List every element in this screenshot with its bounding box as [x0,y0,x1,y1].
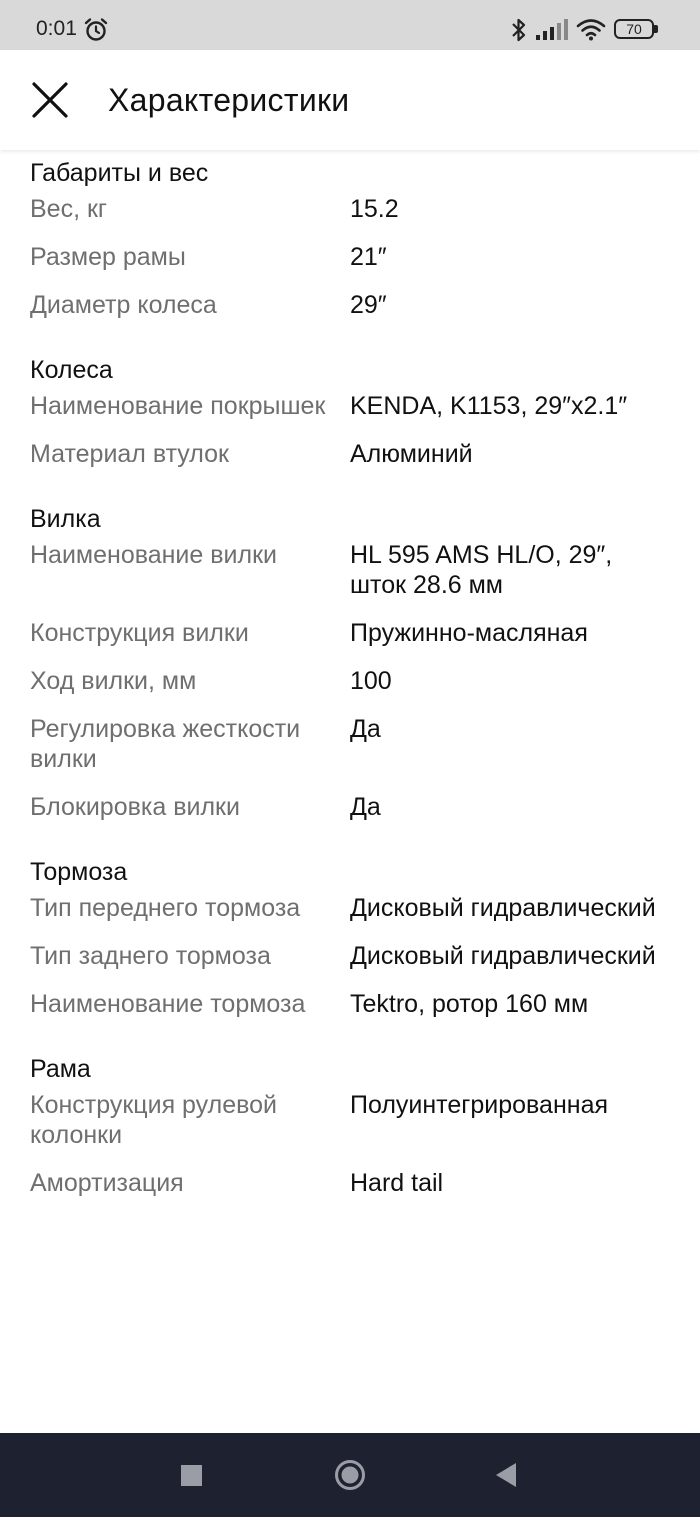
spec-label: Тип переднего тормоза [30,894,301,922]
signal-icon [536,19,568,41]
close-icon [26,76,74,124]
spec-row [30,439,670,469]
spec-value: Дисковый гидравлический [350,894,656,922]
status-time: 0:01 [36,17,77,40]
battery-indicator: 70 [614,19,654,39]
spec-label: Амортизация [30,1169,184,1197]
section-title: Колеса [30,356,113,384]
spec-row [30,893,670,923]
spec-value: Hard tail [350,1169,444,1197]
spec-label: Размер рамы [30,243,186,271]
system-nav-bar [0,1433,700,1517]
spec-row [30,792,670,822]
spec-row [30,666,670,696]
app-bar [0,50,700,150]
spec-value: Да [350,793,381,821]
spec-value: Да [350,715,381,743]
spec-label: Конструкция рулевой колонки [30,1091,277,1149]
section-brakes [0,857,700,1019]
spec-row [30,194,670,224]
status-bar [0,0,700,50]
spec-value: Пружинно-масляная [350,619,588,647]
spec-label: Наименование вилки [30,541,277,569]
section-fork [0,504,700,822]
spec-value: Tektro, ротор 160 мм [350,990,589,1018]
spec-label: Ход вилки, мм [30,667,197,695]
spec-label: Конструкция вилки [30,619,249,647]
section-title: Рама [30,1055,91,1083]
page-title: Характеристики [108,82,350,118]
spec-row [30,391,670,421]
spec-value: Полуинтегрированная [350,1091,609,1119]
spec-row [30,989,670,1019]
spec-label: Наименование покрышек [30,392,326,420]
spec-label: Диаметр колеса [30,291,217,319]
spec-value: 15.2 [350,195,399,223]
section-frame [0,1054,700,1198]
section-wheels [0,355,700,469]
alarm-icon [83,17,109,43]
spec-value: 21″ [350,243,387,271]
specs-content[interactable] [0,152,700,1233]
spec-value: 100 [350,667,392,695]
spec-label: Вес, кг [30,195,108,223]
section-title: Габариты и вес [30,159,209,187]
spec-label: Тип заднего тормоза [30,942,271,970]
wifi-icon [576,17,606,41]
spec-value: Дисковый гидравлический [350,942,656,970]
battery-tip [654,25,658,33]
spec-label: Регулировка жесткости вилки [30,715,301,773]
spec-label: Наименование тормоза [30,990,306,1018]
spec-row [30,242,670,272]
spec-row [30,1090,670,1150]
spec-row [30,618,670,648]
circle-icon[interactable] [334,1459,366,1491]
spec-value: Алюминий [350,440,473,468]
spec-row [30,941,670,971]
section-title: Вилка [30,505,101,533]
spec-label: Блокировка вилки [30,793,240,821]
close-button[interactable] [26,76,74,124]
spec-value: 29″ [350,291,387,319]
spec-row [30,714,670,774]
spec-row [30,1168,670,1198]
bluetooth-icon [510,17,528,43]
spec-value: HL 595 AMS HL/O, 29″, шток 28.6 мм [350,541,613,599]
square-icon[interactable] [181,1465,202,1486]
spec-label: Материал втулок [30,440,229,468]
section-dimensions-weight [0,158,700,320]
triangle-back-icon[interactable] [494,1461,518,1489]
spec-row [30,290,670,320]
section-title: Тормоза [30,858,128,886]
spec-row [30,540,670,600]
spec-value: KENDA, K1153, 29″x2.1″ [350,392,628,420]
